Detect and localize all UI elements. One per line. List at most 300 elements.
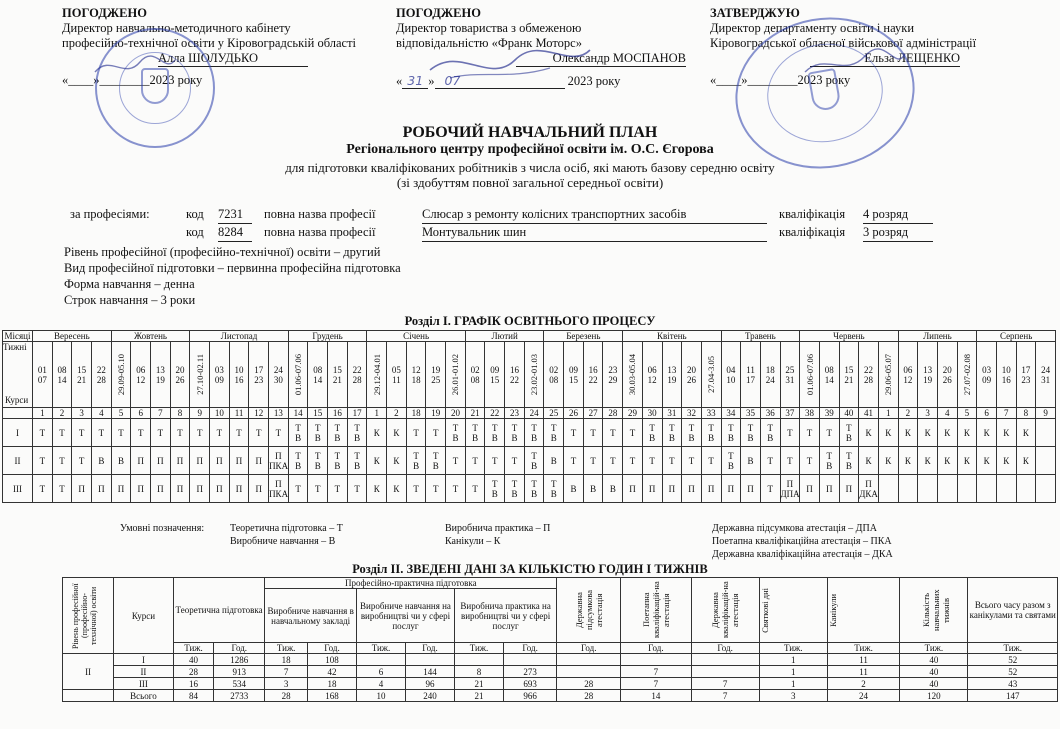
plan-subtitle: Регіонального центру професійної освіти ім. О.С. Єгорова <box>346 142 714 157</box>
legend-col2 <box>445 522 550 548</box>
week-date-cell: 06 12 <box>898 342 918 408</box>
hdr-total: Всього часу разом з канікулами та святами <box>968 578 1058 643</box>
schedule-cell: Т <box>308 475 328 503</box>
week-date-cell: 18 24 <box>760 342 780 408</box>
week-date-cell <box>367 342 387 408</box>
blank-cell <box>3 408 33 419</box>
date-suffix: 2023 року <box>567 74 621 88</box>
week-date-cell: 01 07 <box>33 342 53 408</box>
approval-line1: Директор департаменту освіти і науки <box>710 21 915 35</box>
week-number: 38 <box>800 408 820 419</box>
schedule-cell <box>1016 475 1036 503</box>
schedule-cell: П <box>170 447 190 475</box>
course-cell: Всього <box>114 690 174 702</box>
summary-cell: 147 <box>968 690 1058 702</box>
summary-row <box>63 666 1058 678</box>
schedule-cell: В <box>544 447 564 475</box>
summary-row <box>63 678 1058 690</box>
schedule-cell: Т В <box>839 419 859 447</box>
week-date-cell <box>111 342 131 408</box>
week-number: 30 <box>642 408 662 419</box>
week-range: 27.07-02.08 <box>961 353 972 396</box>
approval-name: Алла ШОЛУДЬКО <box>158 51 308 67</box>
schedule-cell: П <box>701 475 721 503</box>
hdr-vacation: Канікули <box>827 578 899 643</box>
schedule-table <box>2 330 1056 503</box>
hdr-prod-training: Виробниче навчання в навчальному закладі <box>265 589 357 643</box>
week-range: 26.01-01.02 <box>450 353 461 396</box>
course-cell: ІІІ <box>114 678 174 690</box>
week-number: 9 <box>1036 408 1056 419</box>
schedule-cell: Т <box>111 419 131 447</box>
approval-date: «____»________2023 року <box>710 73 851 87</box>
week-date-cell <box>623 342 643 408</box>
schedule-cell: В <box>603 475 623 503</box>
summary-cell <box>557 666 621 678</box>
summary-cell: 52 <box>968 666 1058 678</box>
week-number: 2 <box>387 408 407 419</box>
summary-cell: 24 <box>827 690 899 702</box>
summary-cell: 18 <box>265 654 308 666</box>
schedule-cell: Т В <box>406 447 426 475</box>
schedule-cell: Т В <box>288 447 308 475</box>
week-number: 6 <box>131 408 151 419</box>
week-number: 6 <box>977 408 997 419</box>
week-number: 13 <box>269 408 289 419</box>
hdr-dpa: Державна підсумкова атестація <box>557 578 621 643</box>
week-date-cell: 08 14 <box>819 342 839 408</box>
professions-rows <box>186 206 956 242</box>
plan-desc-2: (зі здобуттям повної загальної середньої освіти) <box>396 175 664 190</box>
month-cell: Квітень <box>623 331 721 342</box>
schedule-cell: Т В <box>819 447 839 475</box>
summary-cell <box>691 654 759 666</box>
subheader-cell: Тиж. <box>759 643 827 654</box>
schedule-cell: В <box>741 447 761 475</box>
schedule-cell: Т <box>288 475 308 503</box>
schedule-cell: Т <box>92 419 112 447</box>
week-date-cell: 10 16 <box>229 342 249 408</box>
week-number: 7 <box>151 408 171 419</box>
week-date-cell <box>446 342 466 408</box>
hdr-level: Рівень професійної (професійно-технічної) освіти <box>63 578 114 654</box>
week-date-cell: 20 26 <box>682 342 702 408</box>
schedule-cell: К <box>387 419 407 447</box>
profession-code: 8284 <box>218 224 252 242</box>
name-label: повна назва професії <box>264 207 376 221</box>
subheader-cell: Тиж. <box>265 643 308 654</box>
approval-name: Олександр МОСПАНОВ <box>516 51 686 67</box>
week-date-cell: 13 19 <box>662 342 682 408</box>
week-number: 3 <box>918 408 938 419</box>
profession-row <box>186 206 956 224</box>
schedule-cell <box>1036 447 1056 475</box>
schedule-cell: Т <box>170 419 190 447</box>
week-number: 7 <box>996 408 1016 419</box>
summary-cell: 40 <box>900 678 968 690</box>
schedule-cell: К <box>1016 447 1036 475</box>
week-date-cell <box>288 342 308 408</box>
summary-cell: 1 <box>759 666 827 678</box>
schedule-cell: В <box>92 447 112 475</box>
schedule-cell: Т <box>623 419 643 447</box>
week-range: 01.06-07.06 <box>293 353 304 396</box>
summary-cell: 40 <box>900 654 968 666</box>
subheader-cell: Год. <box>691 643 759 654</box>
approval-heading: ЗАТВЕРДЖУЮ <box>710 6 800 20</box>
section2-title: Розділ ІІ. ЗВЕДЕНІ ДАНІ ЗА КІЛЬКІСТЮ ГОДИН І ТИЖНІВ <box>352 562 708 576</box>
qual-label: кваліфікація <box>779 207 846 221</box>
schedule-cell: Т <box>72 447 92 475</box>
schedule-cell: П ДПА <box>780 475 800 503</box>
schedule-cell: Т <box>406 419 426 447</box>
hdr-prod-training2: Виробниче навчання на виробництві чи у сфері послуг <box>356 589 454 643</box>
summary-cell: 966 <box>503 690 556 702</box>
summary-cell <box>503 654 556 666</box>
week-date-cell: 13 19 <box>918 342 938 408</box>
schedule-cell <box>918 475 938 503</box>
schedule-cell <box>937 475 957 503</box>
week-date-cell <box>190 342 210 408</box>
schedule-cell: П <box>72 475 92 503</box>
schedule-cell: Т <box>33 447 53 475</box>
schedule-cell: Т В <box>721 447 741 475</box>
week-date-cell: 02 08 <box>544 342 564 408</box>
week-date-cell: 11 17 <box>741 342 761 408</box>
schedule-cell: Т <box>662 447 682 475</box>
schedule-cell: Т <box>33 419 53 447</box>
schedule-cell: Т <box>642 447 662 475</box>
month-cell: Травень <box>721 331 800 342</box>
week-date-cell: 09 15 <box>564 342 584 408</box>
subheader-cell: Год. <box>557 643 621 654</box>
week-date-cell: 17 23 <box>249 342 269 408</box>
schedule-cell: Т <box>819 419 839 447</box>
info-line: Рівень професійної (професійно-технічної) освіти – другий <box>64 245 381 259</box>
course-cell: ІІ <box>3 447 33 475</box>
schedule-cell: К <box>878 419 898 447</box>
summary-cell: 28 <box>265 690 308 702</box>
week-date-cell: 17 23 <box>1016 342 1036 408</box>
schedule-cell: Т В <box>446 419 466 447</box>
schedule-cell: Т <box>485 447 505 475</box>
summary-cell: 6 <box>356 666 405 678</box>
schedule-cell: Т <box>249 419 269 447</box>
week-date-cell: 16 22 <box>505 342 525 408</box>
legend-item: Державна кваліфікаційна атестація – ДКА <box>712 549 893 560</box>
profession-row <box>186 224 956 242</box>
week-number: 25 <box>544 408 564 419</box>
legend-col3 <box>712 522 893 561</box>
info-block <box>64 244 401 308</box>
schedule-cell: Т В <box>328 419 348 447</box>
profession-name: Монтувальник шин <box>422 224 767 242</box>
schedule-cell: К <box>1016 419 1036 447</box>
week-date-cell: 02 08 <box>465 342 485 408</box>
summary-cell: 28 <box>557 690 621 702</box>
schedule-cell: Т В <box>524 475 544 503</box>
week-number: 41 <box>859 408 879 419</box>
months-label: Місяці <box>3 331 33 342</box>
summary-cell: 11 <box>827 654 899 666</box>
week-range: 23.02-01.03 <box>529 353 540 396</box>
summary-cell: 42 <box>307 666 356 678</box>
week-date-cell: 13 19 <box>151 342 171 408</box>
summary-row <box>63 654 1058 666</box>
date-month: 07 <box>435 73 565 89</box>
month-cell: Вересень <box>33 331 112 342</box>
schedule-cell: П <box>721 475 741 503</box>
summary-cell: 43 <box>968 678 1058 690</box>
info-line: Строк навчання – 3 роки <box>64 293 196 307</box>
schedule-cell: П <box>170 475 190 503</box>
week-date-cell: 06 12 <box>131 342 151 408</box>
schedule-cell: Т <box>33 475 53 503</box>
summary-cell: 2 <box>827 678 899 690</box>
summary-cell: 2733 <box>214 690 265 702</box>
schedule-cell: Т <box>465 447 485 475</box>
schedule-cell <box>878 475 898 503</box>
schedule-cell: Т В <box>347 419 367 447</box>
summary-cell: 8 <box>454 666 503 678</box>
week-number: 10 <box>210 408 230 419</box>
signature-leshchenko <box>800 48 910 80</box>
hdr-dka: Державна кваліфікацій-на атестація <box>691 578 759 643</box>
schedule-cell: Т В <box>347 447 367 475</box>
schedule-cell: Т <box>505 447 525 475</box>
summary-cell: 10 <box>356 690 405 702</box>
schedule-cell: К <box>937 447 957 475</box>
schedule-cell: К <box>859 447 879 475</box>
month-cell: Січень <box>367 331 465 342</box>
schedule-cell: Т <box>760 475 780 503</box>
summary-cell: 1 <box>759 678 827 690</box>
week-number: 1 <box>367 408 387 419</box>
schedule-cell: Т В <box>544 475 564 503</box>
schedule-cell: К <box>977 447 997 475</box>
month-cell: Серпень <box>977 331 1056 342</box>
hdr-courses: Курси <box>114 578 174 654</box>
schedule-cell: Т <box>446 475 466 503</box>
code-label: код <box>186 207 204 221</box>
plan-title: РОБОЧИЙ НАВЧАЛЬНИЙ ПЛАН <box>402 124 658 141</box>
schedule-cell: Т В <box>288 419 308 447</box>
week-number: 35 <box>741 408 761 419</box>
date-day: 31 <box>402 73 428 89</box>
schedule-row <box>3 419 1056 447</box>
schedule-cell: П <box>642 475 662 503</box>
schedule-cell: К <box>878 447 898 475</box>
week-date-cell: 15 21 <box>328 342 348 408</box>
schedule-cell: Т <box>151 419 171 447</box>
summary-cell: 7 <box>621 678 691 690</box>
summary-cell: 240 <box>405 690 454 702</box>
schedule-cell: Т <box>52 447 72 475</box>
week-range: 30.03-05.04 <box>627 353 638 396</box>
schedule-cell <box>957 475 977 503</box>
plan-desc-1: для підготовки кваліфікованих робітників з числа осіб, які мають базову середню освіту <box>285 160 775 175</box>
profession-qual: 3 розряд <box>863 224 933 242</box>
summary-cell: 7 <box>265 666 308 678</box>
signature-sholudko <box>90 52 180 82</box>
summary-cell: 11 <box>827 666 899 678</box>
schedule-cell: Т <box>52 475 72 503</box>
week-date-cell: 24 30 <box>269 342 289 408</box>
week-number: 1 <box>878 408 898 419</box>
week-number: 27 <box>583 408 603 419</box>
schedule-cell: П <box>800 475 820 503</box>
week-number: 2 <box>898 408 918 419</box>
schedule-cell: П ПКА <box>269 475 289 503</box>
week-number: 29 <box>623 408 643 419</box>
week-number: 8 <box>170 408 190 419</box>
summary-cell: 40 <box>900 666 968 678</box>
week-number: 40 <box>839 408 859 419</box>
schedule-cell: Т <box>446 447 466 475</box>
week-number: 5 <box>957 408 977 419</box>
schedule-cell: Т <box>406 475 426 503</box>
schedule-cell: В <box>111 447 131 475</box>
week-date-cell: 22 28 <box>347 342 367 408</box>
profession-code: 7231 <box>218 206 252 224</box>
legend-item: Державна підсумкова атестація – ДПА <box>712 523 877 534</box>
schedule-cell: Т <box>603 447 623 475</box>
week-date-cell: 03 09 <box>977 342 997 408</box>
summary-cell: 693 <box>503 678 556 690</box>
level-cell-blank <box>63 690 114 702</box>
week-number: 1 <box>33 408 53 419</box>
week-date-cell: 22 28 <box>859 342 879 408</box>
week-range: 29.12-04.01 <box>371 353 382 396</box>
week-number: 36 <box>760 408 780 419</box>
schedule-cell: Т В <box>485 475 505 503</box>
summary-cell: 14 <box>621 690 691 702</box>
week-number: 33 <box>701 408 721 419</box>
summary-table <box>62 577 1058 702</box>
legend-item: Теоретична підготовка – Т <box>230 523 343 534</box>
week-date-cell: 22 28 <box>92 342 112 408</box>
schedule-cell: К <box>859 419 879 447</box>
schedule-cell: В <box>583 475 603 503</box>
week-number: 4 <box>92 408 112 419</box>
schedule-cell: Т <box>682 447 702 475</box>
week-date-cell: 12 18 <box>406 342 426 408</box>
week-number: 34 <box>721 408 741 419</box>
subheader-cell: Тиж. <box>827 643 899 654</box>
schedule-cell: Т В <box>701 419 721 447</box>
summary-cell: 3 <box>265 678 308 690</box>
week-date-cell <box>957 342 977 408</box>
summary-cell: 18 <box>307 678 356 690</box>
schedule-cell: Т <box>564 419 584 447</box>
schedule-cell: Т <box>229 419 249 447</box>
subheader-cell: Тиж. <box>173 643 213 654</box>
schedule-cell: К <box>367 419 387 447</box>
approval-name: Ельза ЛЕЩЕНКО <box>810 51 960 67</box>
date-quote: « <box>396 74 403 88</box>
legend-item: Виробниче навчання – В <box>230 536 336 547</box>
schedule-cell: Т В <box>760 419 780 447</box>
summary-cell: 1 <box>759 654 827 666</box>
month-cell: Липень <box>898 331 977 342</box>
schedule-cell: Т <box>800 419 820 447</box>
week-date-cell: 08 14 <box>52 342 72 408</box>
legend-label: Умовні позначення: <box>120 523 205 534</box>
summary-cell: 3 <box>759 690 827 702</box>
week-date-cell <box>701 342 721 408</box>
schedule-cell: К <box>957 419 977 447</box>
schedule-cell: К <box>367 475 387 503</box>
schedule-cell <box>996 475 1016 503</box>
week-number: 31 <box>662 408 682 419</box>
approval-line1: Директор навчально-методичного кабінету <box>62 21 291 35</box>
summary-cell <box>691 666 759 678</box>
subheader-cell: Тиж. <box>968 643 1058 654</box>
schedule-cell: К <box>898 419 918 447</box>
courses-label: Курси <box>5 395 29 405</box>
schedule-cell: Т <box>190 419 210 447</box>
schedule-cell: Т <box>800 447 820 475</box>
level-cell: ІІ <box>63 654 114 690</box>
schedule-cell: П <box>819 475 839 503</box>
month-cell: Лютий <box>465 331 544 342</box>
info-line: Форма навчання – денна <box>64 277 195 291</box>
week-number: 8 <box>1016 408 1036 419</box>
week-range: 27.04-3.05 <box>706 356 717 393</box>
schedule-cell: Т <box>210 419 230 447</box>
summary-cell <box>454 654 503 666</box>
schedule-cell: П <box>839 475 859 503</box>
schedule-cell: Т В <box>308 419 328 447</box>
week-number: 4 <box>937 408 957 419</box>
month-cell: Березень <box>544 331 623 342</box>
week-number: 12 <box>249 408 269 419</box>
legend-item: Канікули – К <box>445 536 501 547</box>
course-cell: ІІІ <box>3 475 33 503</box>
schedule-cell: Т <box>583 447 603 475</box>
week-number: 23 <box>505 408 525 419</box>
schedule-cell: Т В <box>682 419 702 447</box>
schedule-cell <box>1036 419 1056 447</box>
summary-cell: 52 <box>968 654 1058 666</box>
signature-moskanov <box>420 40 600 90</box>
week-number: 15 <box>308 408 328 419</box>
week-number: 32 <box>682 408 702 419</box>
professions-label: за професіями: <box>70 207 150 221</box>
schedule-cell: П <box>229 475 249 503</box>
weeks-label: Тижні <box>3 342 27 352</box>
week-number: 22 <box>485 408 505 419</box>
hdr-prod-practice: Виробнича практика на виробництві чи у сфері послуг <box>454 589 556 643</box>
week-number: 16 <box>328 408 348 419</box>
week-date-cell <box>800 342 820 408</box>
profession-qual: 4 розряд <box>863 206 933 224</box>
summary-cell: 16 <box>173 678 213 690</box>
date-quote: » <box>428 74 435 88</box>
schedule-cell: Т <box>131 419 151 447</box>
week-date-cell: 05 11 <box>387 342 407 408</box>
week-number: 14 <box>288 408 308 419</box>
schedule-cell: Т В <box>741 419 761 447</box>
month-cell: Грудень <box>288 331 367 342</box>
schedule-cell: Т <box>328 475 348 503</box>
schedule-cell: П <box>249 475 269 503</box>
week-number: 18 <box>406 408 426 419</box>
week-range: 01.06-07.06 <box>804 353 815 396</box>
course-cell: І <box>114 654 174 666</box>
schedule-cell: П <box>741 475 761 503</box>
schedule-cell <box>898 475 918 503</box>
